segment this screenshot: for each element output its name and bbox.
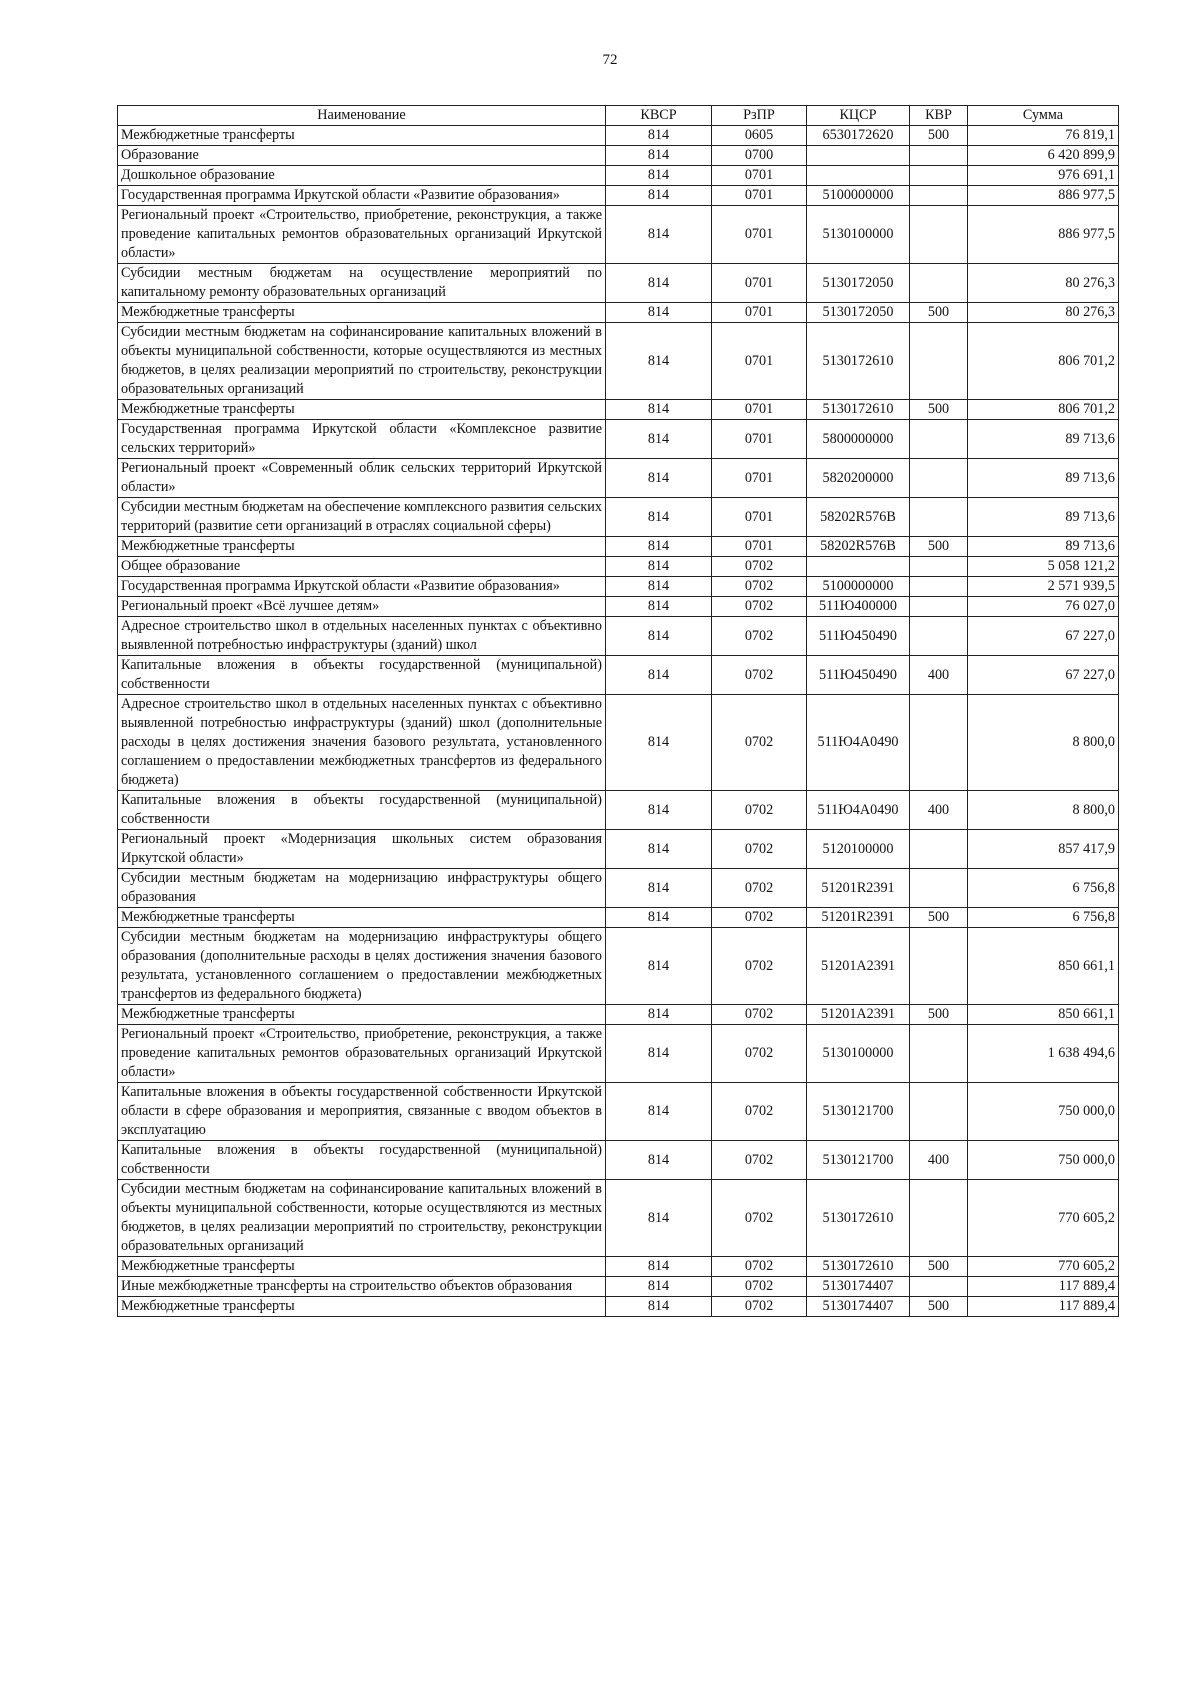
column-header-kvr: КВР [910,106,968,126]
cell-kvr: 500 [910,303,968,323]
cell-kvsr: 814 [606,1083,712,1141]
cell-rzpr: 0702 [712,695,807,791]
cell-kcsr: 5130100000 [807,206,910,264]
cell-name: Капитальные вложения в объекты государственной собственности Иркутской области в сфере образования и мероприятия, связанные с вводом объектов в эксплуатацию [118,1083,606,1141]
cell-sum: 750 000,0 [968,1083,1119,1141]
cell-kcsr: 511Ю4А0490 [807,695,910,791]
cell-sum: 6 756,8 [968,908,1119,928]
column-header-sum: Сумма [968,106,1119,126]
cell-rzpr: 0702 [712,577,807,597]
cell-sum: 89 713,6 [968,459,1119,498]
cell-kvr [910,928,968,1005]
cell-kcsr: 5130172610 [807,1257,910,1277]
cell-kvsr: 814 [606,206,712,264]
cell-name: Межбюджетные трансферты [118,908,606,928]
cell-kvr: 400 [910,656,968,695]
table-row [118,1277,1119,1297]
cell-kvr [910,597,968,617]
cell-name: Межбюджетные трансферты [118,1297,606,1317]
table-row [118,1141,1119,1180]
cell-rzpr: 0702 [712,1297,807,1317]
table-row [118,303,1119,323]
cell-kvr: 500 [910,1257,968,1277]
cell-kcsr: 5130172610 [807,1180,910,1257]
cell-name: Субсидии местным бюджетам на модернизацию инфраструктуры общего образования [118,869,606,908]
cell-name: Субсидии местным бюджетам на обеспечение комплексного развития сельских территорий (развитие сети организаций в отраслях социальной сферы) [118,498,606,537]
cell-kvr [910,1277,968,1297]
cell-name: Адресное строительство школ в отдельных населенных пунктах с объективно выявленной потребностью инфраструктуры (зданий) школ [118,617,606,656]
cell-name: Субсидии местным бюджетам на софинансирование капитальных вложений в объекты муниципальной собственности, которые осуществляются из местных бюджетов, в целях реализации мероприятий по строительству, реконструкции образовательных организаций [118,323,606,400]
cell-sum: 89 713,6 [968,498,1119,537]
cell-kvr [910,420,968,459]
table-row [118,869,1119,908]
table-row [118,791,1119,830]
cell-kvr: 400 [910,1141,968,1180]
cell-rzpr: 0701 [712,323,807,400]
cell-kvr [910,459,968,498]
cell-kvr [910,830,968,869]
cell-kcsr: 6530172620 [807,126,910,146]
cell-rzpr: 0701 [712,303,807,323]
cell-name: Региональный проект «Строительство, приобретение, реконструкция, а также проведение капитальных ремонтов образовательных организаций Иркутской области» [118,1025,606,1083]
cell-sum: 6 420 899,9 [968,146,1119,166]
cell-kcsr: 511Ю450490 [807,656,910,695]
table-row [118,186,1119,206]
table-header-row [118,106,1119,126]
cell-kvsr: 814 [606,1297,712,1317]
cell-kvsr: 814 [606,928,712,1005]
table-row [118,656,1119,695]
cell-kcsr: 5120100000 [807,830,910,869]
cell-kvsr: 814 [606,617,712,656]
page-number: 72 [602,52,618,68]
cell-kvsr: 814 [606,264,712,303]
cell-rzpr: 0701 [712,166,807,186]
cell-name: Региональный проект «Строительство, приобретение, реконструкция, а также проведение капитальных ремонтов образовательных организаций Иркутской области» [118,206,606,264]
cell-name: Межбюджетные трансферты [118,537,606,557]
cell-kvr [910,186,968,206]
cell-kvr [910,264,968,303]
cell-rzpr: 0701 [712,420,807,459]
cell-rzpr: 0702 [712,791,807,830]
cell-name: Региональный проект «Модернизация школьных систем образования Иркутской области» [118,830,606,869]
table-row [118,420,1119,459]
cell-kcsr: 5130100000 [807,1025,910,1083]
cell-rzpr: 0702 [712,1005,807,1025]
cell-kcsr: 51201А2391 [807,928,910,1005]
cell-kvsr: 814 [606,537,712,557]
cell-kvr [910,206,968,264]
cell-rzpr: 0702 [712,869,807,908]
cell-sum: 6 756,8 [968,869,1119,908]
cell-rzpr: 0702 [712,617,807,656]
cell-kvsr: 814 [606,1025,712,1083]
cell-rzpr: 0701 [712,400,807,420]
cell-kcsr: 51201А2391 [807,1005,910,1025]
cell-kcsr: 51201R2391 [807,869,910,908]
cell-sum: 750 000,0 [968,1141,1119,1180]
table-row [118,498,1119,537]
cell-kvsr: 814 [606,186,712,206]
cell-kvr [910,617,968,656]
table-row [118,537,1119,557]
cell-kvsr: 814 [606,1257,712,1277]
cell-kvsr: 814 [606,577,712,597]
cell-kvsr: 814 [606,1180,712,1257]
cell-kcsr: 58202R576B [807,498,910,537]
cell-name: Капитальные вложения в объекты государственной (муниципальной) собственности [118,1141,606,1180]
cell-kvsr: 814 [606,303,712,323]
cell-sum: 2 571 939,5 [968,577,1119,597]
cell-kvsr: 814 [606,1005,712,1025]
cell-rzpr: 0701 [712,186,807,206]
cell-kvr [910,146,968,166]
cell-rzpr: 0700 [712,146,807,166]
cell-sum: 857 417,9 [968,830,1119,869]
cell-kcsr: 511Ю4А0490 [807,791,910,830]
cell-kvr [910,1025,968,1083]
cell-kvr [910,557,968,577]
cell-sum: 5 058 121,2 [968,557,1119,577]
cell-kvsr: 814 [606,166,712,186]
cell-kcsr: 5130174407 [807,1297,910,1317]
cell-kvsr: 814 [606,656,712,695]
cell-kvsr: 814 [606,791,712,830]
cell-rzpr: 0701 [712,537,807,557]
cell-kvr [910,577,968,597]
cell-name: Капитальные вложения в объекты государственной (муниципальной) собственности [118,656,606,695]
table-row [118,206,1119,264]
cell-sum: 80 276,3 [968,303,1119,323]
table-row [118,830,1119,869]
cell-kvsr: 814 [606,869,712,908]
cell-rzpr: 0702 [712,1180,807,1257]
cell-kcsr: 5130172050 [807,264,910,303]
cell-kcsr: 5130172050 [807,303,910,323]
cell-sum: 117 889,4 [968,1297,1119,1317]
table-row [118,928,1119,1005]
cell-name: Межбюджетные трансферты [118,1257,606,1277]
cell-kcsr [807,146,910,166]
cell-name: Субсидии местным бюджетам на осуществление мероприятий по капитальному ремонту образовательных организаций [118,264,606,303]
cell-kcsr: 5130172610 [807,400,910,420]
cell-kvsr: 814 [606,1141,712,1180]
table-row [118,577,1119,597]
cell-sum: 886 977,5 [968,206,1119,264]
cell-kvsr: 814 [606,400,712,420]
cell-sum: 770 605,2 [968,1180,1119,1257]
table-row [118,1083,1119,1141]
cell-rzpr: 0702 [712,908,807,928]
cell-kvr [910,695,968,791]
cell-kvsr: 814 [606,323,712,400]
table-row [118,400,1119,420]
cell-kvsr: 814 [606,695,712,791]
cell-name: Государственная программа Иркутской области «Комплексное развитие сельских территорий» [118,420,606,459]
table-row [118,617,1119,656]
cell-sum: 76 027,0 [968,597,1119,617]
cell-sum: 1 638 494,6 [968,1025,1119,1083]
cell-kvr: 500 [910,908,968,928]
cell-rzpr: 0702 [712,1141,807,1180]
cell-rzpr: 0702 [712,830,807,869]
cell-sum: 850 661,1 [968,1005,1119,1025]
cell-kcsr: 5800000000 [807,420,910,459]
cell-kvr: 400 [910,791,968,830]
table-row [118,1180,1119,1257]
cell-sum: 67 227,0 [968,656,1119,695]
cell-rzpr: 0702 [712,1025,807,1083]
cell-kvsr: 814 [606,597,712,617]
table-row [118,264,1119,303]
cell-sum: 806 701,2 [968,323,1119,400]
cell-name: Субсидии местным бюджетам на софинансирование капитальных вложений в объекты муниципальной собственности, которые осуществляются из местных бюджетов, в целях реализации мероприятий по строительству, реконструкции образовательных организаций [118,1180,606,1257]
table-row [118,557,1119,577]
cell-name: Общее образование [118,557,606,577]
cell-name: Образование [118,146,606,166]
cell-kvsr: 814 [606,498,712,537]
table-row [118,146,1119,166]
cell-kvsr: 814 [606,830,712,869]
cell-kvsr: 814 [606,557,712,577]
cell-kcsr: 5130172610 [807,323,910,400]
cell-rzpr: 0702 [712,656,807,695]
cell-kvr [910,1180,968,1257]
cell-name: Региональный проект «Современный облик сельских территорий Иркутской области» [118,459,606,498]
cell-name: Межбюджетные трансферты [118,400,606,420]
table-row [118,323,1119,400]
cell-kvsr: 814 [606,1277,712,1297]
cell-kvr [910,869,968,908]
cell-sum: 67 227,0 [968,617,1119,656]
column-header-rzpr: РзПР [712,106,807,126]
cell-rzpr: 0701 [712,206,807,264]
cell-kvr: 500 [910,400,968,420]
column-header-name: Наименование [118,106,606,126]
cell-kvr [910,166,968,186]
cell-kvr [910,323,968,400]
cell-kcsr: 51201R2391 [807,908,910,928]
cell-kvr: 500 [910,537,968,557]
cell-name: Региональный проект «Всё лучшее детям» [118,597,606,617]
cell-kvr [910,498,968,537]
cell-rzpr: 0701 [712,264,807,303]
table-row [118,459,1119,498]
cell-rzpr: 0702 [712,928,807,1005]
cell-kvsr: 814 [606,146,712,166]
cell-name: Иные межбюджетные трансферты на строительство объектов образования [118,1277,606,1297]
cell-sum: 850 661,1 [968,928,1119,1005]
cell-rzpr: 0701 [712,459,807,498]
cell-kcsr [807,557,910,577]
cell-rzpr: 0701 [712,498,807,537]
cell-name: Дошкольное образование [118,166,606,186]
cell-kcsr: 5100000000 [807,577,910,597]
cell-kcsr: 511Ю450490 [807,617,910,656]
cell-kcsr: 5130121700 [807,1141,910,1180]
cell-sum: 8 800,0 [968,695,1119,791]
cell-rzpr: 0702 [712,597,807,617]
table-row [118,1025,1119,1083]
cell-kvr: 500 [910,1297,968,1317]
table-row [118,166,1119,186]
cell-rzpr: 0605 [712,126,807,146]
cell-rzpr: 0702 [712,1257,807,1277]
cell-sum: 80 276,3 [968,264,1119,303]
table-row [118,1005,1119,1025]
cell-rzpr: 0702 [712,1083,807,1141]
cell-sum: 976 691,1 [968,166,1119,186]
table-row [118,126,1119,146]
cell-kcsr: 511Ю400000 [807,597,910,617]
budget-table [117,105,1119,1317]
table-row [118,695,1119,791]
cell-name: Капитальные вложения в объекты государственной (муниципальной) собственности [118,791,606,830]
table-row [118,1297,1119,1317]
cell-sum: 886 977,5 [968,186,1119,206]
cell-sum: 770 605,2 [968,1257,1119,1277]
table-row [118,908,1119,928]
column-header-kcsr: КЦСР [807,106,910,126]
cell-name: Межбюджетные трансферты [118,126,606,146]
cell-sum: 117 889,4 [968,1277,1119,1297]
cell-rzpr: 0702 [712,1277,807,1297]
cell-kcsr [807,166,910,186]
cell-kvsr: 814 [606,126,712,146]
cell-sum: 89 713,6 [968,537,1119,557]
cell-kvr [910,1083,968,1141]
cell-name: Государственная программа Иркутской области «Развитие образования» [118,186,606,206]
cell-name: Субсидии местным бюджетам на модернизацию инфраструктуры общего образования (дополнительные расходы в целях достижения значения базового результата, установленного соглашением о предоставлении межбюджетных трансфертов из федерального бюджета) [118,928,606,1005]
cell-kcsr: 5130121700 [807,1083,910,1141]
cell-kvsr: 814 [606,459,712,498]
cell-sum: 89 713,6 [968,420,1119,459]
column-header-kvsr: КВСР [606,106,712,126]
cell-kvr: 500 [910,126,968,146]
cell-kcsr: 5130174407 [807,1277,910,1297]
cell-name: Межбюджетные трансферты [118,1005,606,1025]
cell-kvsr: 814 [606,908,712,928]
cell-name: Государственная программа Иркутской области «Развитие образования» [118,577,606,597]
cell-rzpr: 0702 [712,557,807,577]
cell-kcsr: 5820200000 [807,459,910,498]
cell-name: Межбюджетные трансферты [118,303,606,323]
table-row [118,597,1119,617]
cell-kvr: 500 [910,1005,968,1025]
cell-name: Адресное строительство школ в отдельных населенных пунктах с объективно выявленной потребностью инфраструктуры (зданий) школ (дополнительные расходы в целях достижения значения базового результата, установленного соглашением о предоставлении межбюджетных трансфертов из федерального бюджета) [118,695,606,791]
cell-kcsr: 5100000000 [807,186,910,206]
cell-kcsr: 58202R576B [807,537,910,557]
cell-sum: 8 800,0 [968,791,1119,830]
table-row [118,1257,1119,1277]
cell-sum: 76 819,1 [968,126,1119,146]
cell-sum: 806 701,2 [968,400,1119,420]
cell-kvsr: 814 [606,420,712,459]
